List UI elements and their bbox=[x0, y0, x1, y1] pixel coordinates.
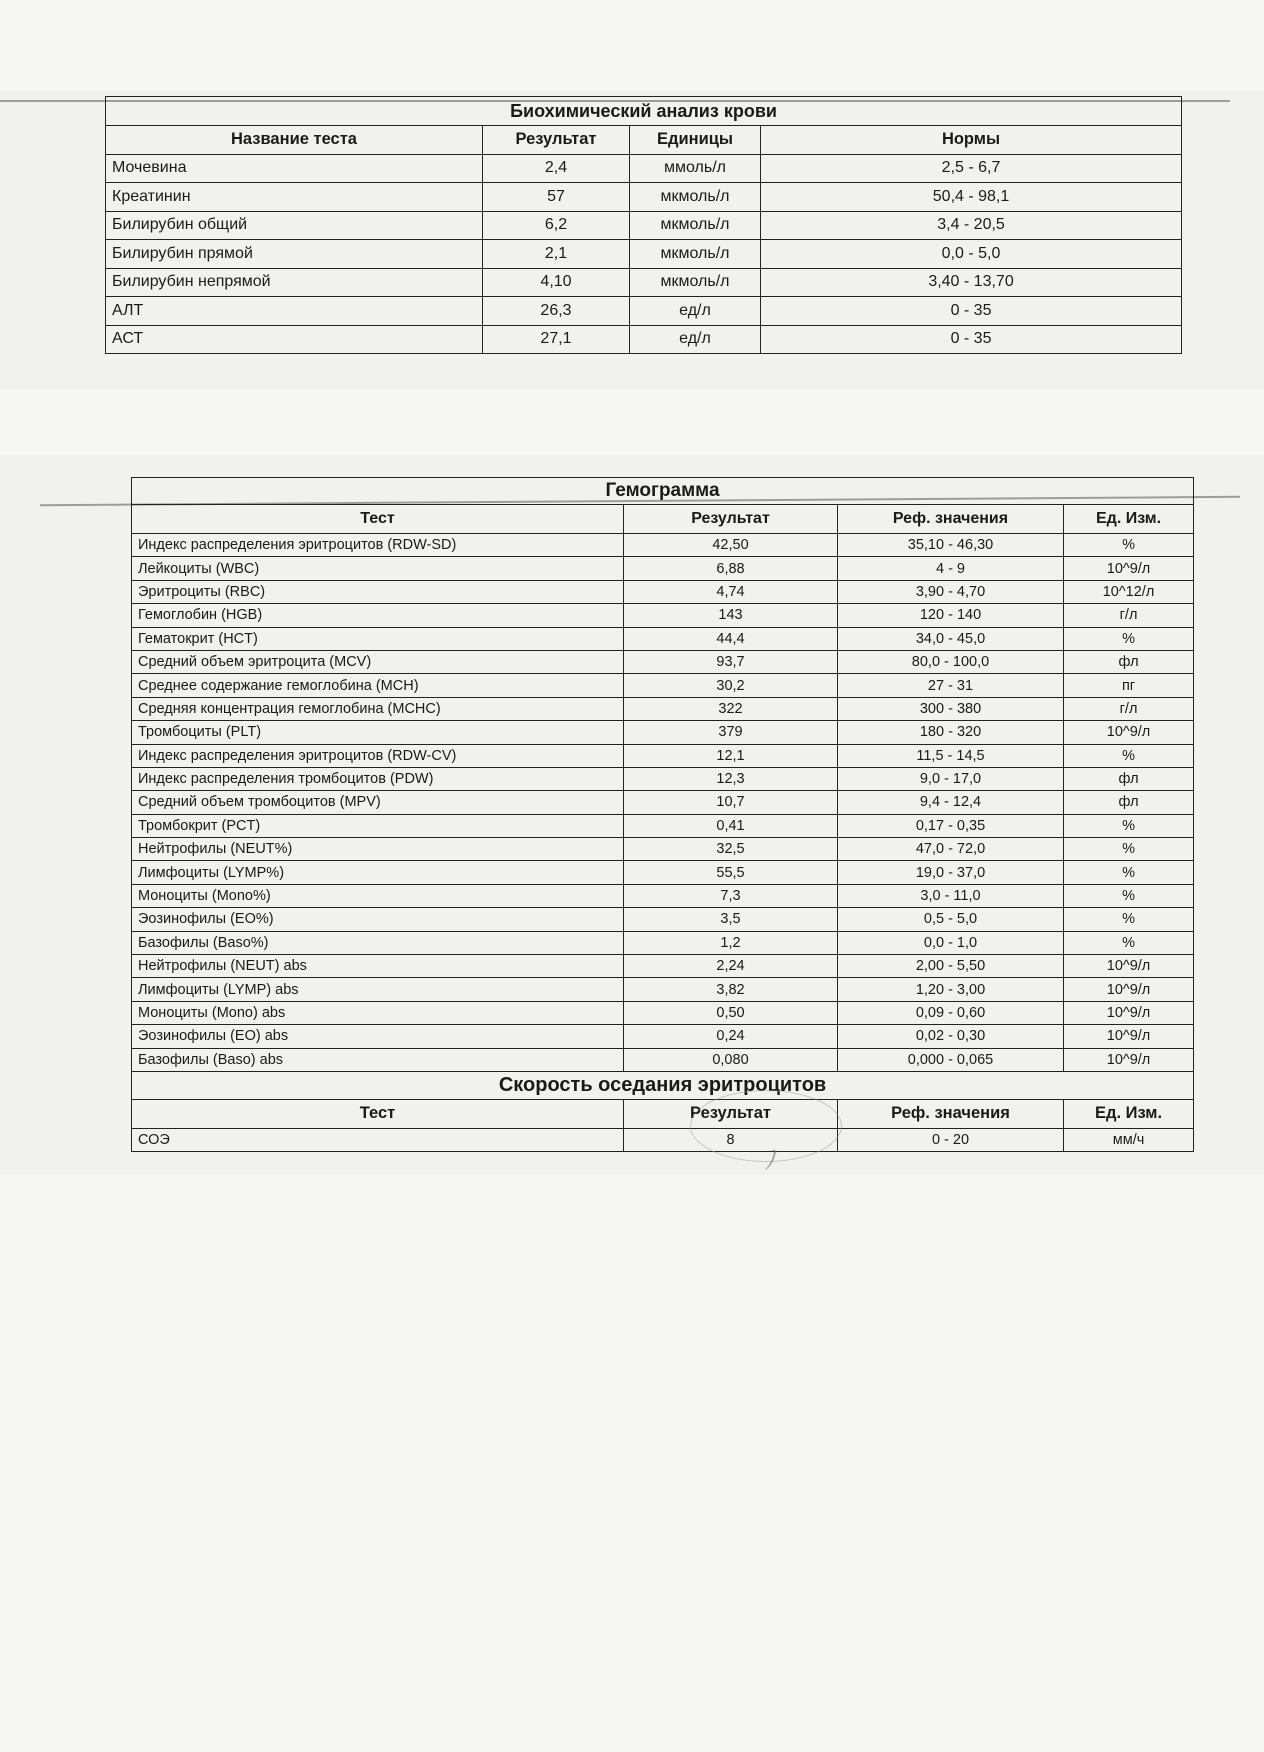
test-result: 44,4 bbox=[624, 627, 838, 650]
test-name: Гематокрит (HCT) bbox=[132, 627, 624, 650]
test-ref: 34,0 - 45,0 bbox=[838, 627, 1064, 650]
esr-header-ref: Реф. значения bbox=[838, 1099, 1064, 1128]
test-name: Билирубин прямой bbox=[106, 240, 483, 269]
biochem-header-norms: Нормы bbox=[761, 126, 1182, 155]
test-result: 0,24 bbox=[624, 1025, 838, 1048]
table-row bbox=[132, 861, 1194, 884]
test-unit: % bbox=[1064, 814, 1194, 837]
test-ref: 180 - 320 bbox=[838, 721, 1064, 744]
esr-header-result: Результат bbox=[624, 1099, 838, 1128]
biochem-table bbox=[105, 96, 1182, 354]
test-result: 0,50 bbox=[624, 1001, 838, 1024]
test-unit: 10^12/л bbox=[1064, 580, 1194, 603]
table-row bbox=[132, 955, 1194, 978]
test-result: 4,74 bbox=[624, 580, 838, 603]
test-name: Моноциты (Mono%) bbox=[132, 884, 624, 907]
test-unit: 10^9/л bbox=[1064, 955, 1194, 978]
test-units: мкмоль/л bbox=[630, 211, 761, 240]
test-norm: 3,40 - 13,70 bbox=[761, 268, 1182, 297]
test-name: Эозинофилы (EO%) bbox=[132, 908, 624, 931]
test-units: ммоль/л bbox=[630, 154, 761, 183]
test-result: 30,2 bbox=[624, 674, 838, 697]
hemogram-header-result: Результат bbox=[624, 505, 838, 534]
test-name: Билирубин общий bbox=[106, 211, 483, 240]
table-row bbox=[132, 580, 1194, 603]
test-unit: фл bbox=[1064, 791, 1194, 814]
esr-header-unit: Ед. Изм. bbox=[1064, 1099, 1194, 1128]
test-name: Индекс распределения эритроцитов (RDW-SD) bbox=[132, 534, 624, 557]
test-norm: 0 - 35 bbox=[761, 297, 1182, 326]
test-ref: 4 - 9 bbox=[838, 557, 1064, 580]
test-unit: г/л bbox=[1064, 604, 1194, 627]
test-units: мкмоль/л bbox=[630, 268, 761, 297]
table-row bbox=[132, 931, 1194, 954]
test-name: Индекс распределения тромбоцитов (PDW) bbox=[132, 767, 624, 790]
table-row bbox=[132, 674, 1194, 697]
table-row bbox=[132, 978, 1194, 1001]
esr-result: 8 bbox=[624, 1128, 838, 1151]
test-name: Средняя концентрация гемоглобина (MCHC) bbox=[132, 697, 624, 720]
test-result: 10,7 bbox=[624, 791, 838, 814]
test-units: ед/л bbox=[630, 325, 761, 354]
biochem-header-units: Единицы bbox=[630, 126, 761, 155]
table-row bbox=[132, 838, 1194, 861]
esr-ref: 0 - 20 bbox=[838, 1128, 1064, 1151]
test-name: Эритроциты (RBC) bbox=[132, 580, 624, 603]
hemogram-title: Гемограмма bbox=[132, 478, 1194, 505]
test-result: 143 bbox=[624, 604, 838, 627]
test-result: 2,1 bbox=[483, 240, 630, 269]
esr-header-test: Тест bbox=[132, 1099, 624, 1128]
test-ref: 9,0 - 17,0 bbox=[838, 767, 1064, 790]
table-row bbox=[132, 534, 1194, 557]
table-row bbox=[132, 767, 1194, 790]
test-ref: 3,0 - 11,0 bbox=[838, 884, 1064, 907]
test-result: 3,82 bbox=[624, 978, 838, 1001]
test-units: ед/л bbox=[630, 297, 761, 326]
test-ref: 0,09 - 0,60 bbox=[838, 1001, 1064, 1024]
test-unit: 10^9/л bbox=[1064, 1001, 1194, 1024]
test-norm: 3,4 - 20,5 bbox=[761, 211, 1182, 240]
hemogram-table bbox=[131, 477, 1194, 1152]
test-result: 7,3 bbox=[624, 884, 838, 907]
esr-test-name: СОЭ bbox=[132, 1128, 624, 1151]
biochem-title: Биохимический анализ крови bbox=[106, 97, 1182, 126]
table-row bbox=[106, 240, 1182, 269]
test-result: 12,1 bbox=[624, 744, 838, 767]
test-norm: 0,0 - 5,0 bbox=[761, 240, 1182, 269]
test-unit: 10^9/л bbox=[1064, 721, 1194, 744]
test-result: 3,5 bbox=[624, 908, 838, 931]
table-row bbox=[132, 908, 1194, 931]
table-row bbox=[106, 211, 1182, 240]
test-result: 27,1 bbox=[483, 325, 630, 354]
test-result: 55,5 bbox=[624, 861, 838, 884]
table-row bbox=[106, 268, 1182, 297]
test-name: Эозинофилы (EO) abs bbox=[132, 1025, 624, 1048]
test-name: Билирубин непрямой bbox=[106, 268, 483, 297]
test-ref: 9,4 - 12,4 bbox=[838, 791, 1064, 814]
test-unit: 10^9/л bbox=[1064, 1025, 1194, 1048]
test-ref: 11,5 - 14,5 bbox=[838, 744, 1064, 767]
test-ref: 47,0 - 72,0 bbox=[838, 838, 1064, 861]
test-ref: 19,0 - 37,0 bbox=[838, 861, 1064, 884]
test-unit: % bbox=[1064, 861, 1194, 884]
test-norm: 50,4 - 98,1 bbox=[761, 183, 1182, 212]
test-result: 1,2 bbox=[624, 931, 838, 954]
signature-mark: ﾉ bbox=[765, 1145, 779, 1175]
test-unit: % bbox=[1064, 534, 1194, 557]
test-unit: 10^9/л bbox=[1064, 978, 1194, 1001]
table-row bbox=[132, 1001, 1194, 1024]
test-name: Лимфоциты (LYMP%) bbox=[132, 861, 624, 884]
test-name: Гемоглобин (HGB) bbox=[132, 604, 624, 627]
test-ref: 0,02 - 0,30 bbox=[838, 1025, 1064, 1048]
test-units: мкмоль/л bbox=[630, 183, 761, 212]
test-name: АЛТ bbox=[106, 297, 483, 326]
test-ref: 3,90 - 4,70 bbox=[838, 580, 1064, 603]
test-norm: 2,5 - 6,7 bbox=[761, 154, 1182, 183]
test-name: АСТ bbox=[106, 325, 483, 354]
test-result: 12,3 bbox=[624, 767, 838, 790]
test-result: 322 bbox=[624, 697, 838, 720]
test-result: 57 bbox=[483, 183, 630, 212]
test-ref: 0,000 - 0,065 bbox=[838, 1048, 1064, 1071]
table-row bbox=[132, 884, 1194, 907]
test-name: Моноциты (Mono) abs bbox=[132, 1001, 624, 1024]
test-ref: 35,10 - 46,30 bbox=[838, 534, 1064, 557]
table-row bbox=[132, 744, 1194, 767]
test-name: Индекс распределения эритроцитов (RDW-CV) bbox=[132, 744, 624, 767]
test-ref: 27 - 31 bbox=[838, 674, 1064, 697]
hemogram-header-test: Тест bbox=[132, 505, 624, 534]
test-ref: 80,0 - 100,0 bbox=[838, 650, 1064, 673]
test-name: Нейтрофилы (NEUT) abs bbox=[132, 955, 624, 978]
test-unit: % bbox=[1064, 744, 1194, 767]
test-result: 26,3 bbox=[483, 297, 630, 326]
test-result: 4,10 bbox=[483, 268, 630, 297]
test-unit: фл bbox=[1064, 650, 1194, 673]
test-result: 0,080 bbox=[624, 1048, 838, 1071]
test-result: 93,7 bbox=[624, 650, 838, 673]
test-ref: 1,20 - 3,00 bbox=[838, 978, 1064, 1001]
test-unit: % bbox=[1064, 627, 1194, 650]
test-ref: 120 - 140 bbox=[838, 604, 1064, 627]
test-result: 2,4 bbox=[483, 154, 630, 183]
test-unit: фл bbox=[1064, 767, 1194, 790]
table-row bbox=[132, 650, 1194, 673]
test-name: Нейтрофилы (NEUT%) bbox=[132, 838, 624, 861]
test-name: Базофилы (Baso%) bbox=[132, 931, 624, 954]
table-row bbox=[132, 814, 1194, 837]
test-ref: 2,00 - 5,50 bbox=[838, 955, 1064, 978]
test-name: Тромбоциты (PLT) bbox=[132, 721, 624, 744]
test-name: Средний объем тромбоцитов (MPV) bbox=[132, 791, 624, 814]
hemogram-header-unit: Ед. Изм. bbox=[1064, 505, 1194, 534]
test-unit: г/л bbox=[1064, 697, 1194, 720]
test-unit: пг bbox=[1064, 674, 1194, 697]
table-row bbox=[106, 297, 1182, 326]
test-name: Базофилы (Baso) abs bbox=[132, 1048, 624, 1071]
test-result: 6,2 bbox=[483, 211, 630, 240]
table-row bbox=[132, 791, 1194, 814]
test-units: мкмоль/л bbox=[630, 240, 761, 269]
test-result: 2,24 bbox=[624, 955, 838, 978]
test-ref: 300 - 380 bbox=[838, 697, 1064, 720]
test-norm: 0 - 35 bbox=[761, 325, 1182, 354]
test-ref: 0,0 - 1,0 bbox=[838, 931, 1064, 954]
table-row bbox=[106, 154, 1182, 183]
test-unit: % bbox=[1064, 931, 1194, 954]
table-row bbox=[106, 325, 1182, 354]
test-result: 6,88 bbox=[624, 557, 838, 580]
test-unit: 10^9/л bbox=[1064, 1048, 1194, 1071]
biochem-header-test: Название теста bbox=[106, 126, 483, 155]
test-result: 0,41 bbox=[624, 814, 838, 837]
table-row bbox=[132, 627, 1194, 650]
biochem-header-result: Результат bbox=[483, 126, 630, 155]
test-name: Тромбокрит (PCT) bbox=[132, 814, 624, 837]
hemogram-header-ref: Реф. значения bbox=[838, 505, 1064, 534]
table-row bbox=[132, 557, 1194, 580]
esr-row bbox=[132, 1128, 1194, 1151]
test-name: Лейкоциты (WBC) bbox=[132, 557, 624, 580]
test-unit: 10^9/л bbox=[1064, 557, 1194, 580]
esr-title: Скорость оседания эритроцитов bbox=[132, 1071, 1194, 1099]
test-name: Средний объем эритроцита (MCV) bbox=[132, 650, 624, 673]
test-name: Мочевина bbox=[106, 154, 483, 183]
test-ref: 0,17 - 0,35 bbox=[838, 814, 1064, 837]
table-row bbox=[106, 183, 1182, 212]
test-ref: 0,5 - 5,0 bbox=[838, 908, 1064, 931]
test-unit: % bbox=[1064, 838, 1194, 861]
test-result: 32,5 bbox=[624, 838, 838, 861]
table-row bbox=[132, 1025, 1194, 1048]
test-result: 42,50 bbox=[624, 534, 838, 557]
table-row bbox=[132, 721, 1194, 744]
table-row bbox=[132, 697, 1194, 720]
test-name: Креатинин bbox=[106, 183, 483, 212]
table-row bbox=[132, 604, 1194, 627]
test-name: Среднее содержание гемоглобина (MCH) bbox=[132, 674, 624, 697]
test-result: 379 bbox=[624, 721, 838, 744]
test-unit: % bbox=[1064, 908, 1194, 931]
test-unit: % bbox=[1064, 884, 1194, 907]
table-row bbox=[132, 1048, 1194, 1071]
esr-unit: мм/ч bbox=[1064, 1128, 1194, 1151]
test-name: Лимфоциты (LYMP) abs bbox=[132, 978, 624, 1001]
